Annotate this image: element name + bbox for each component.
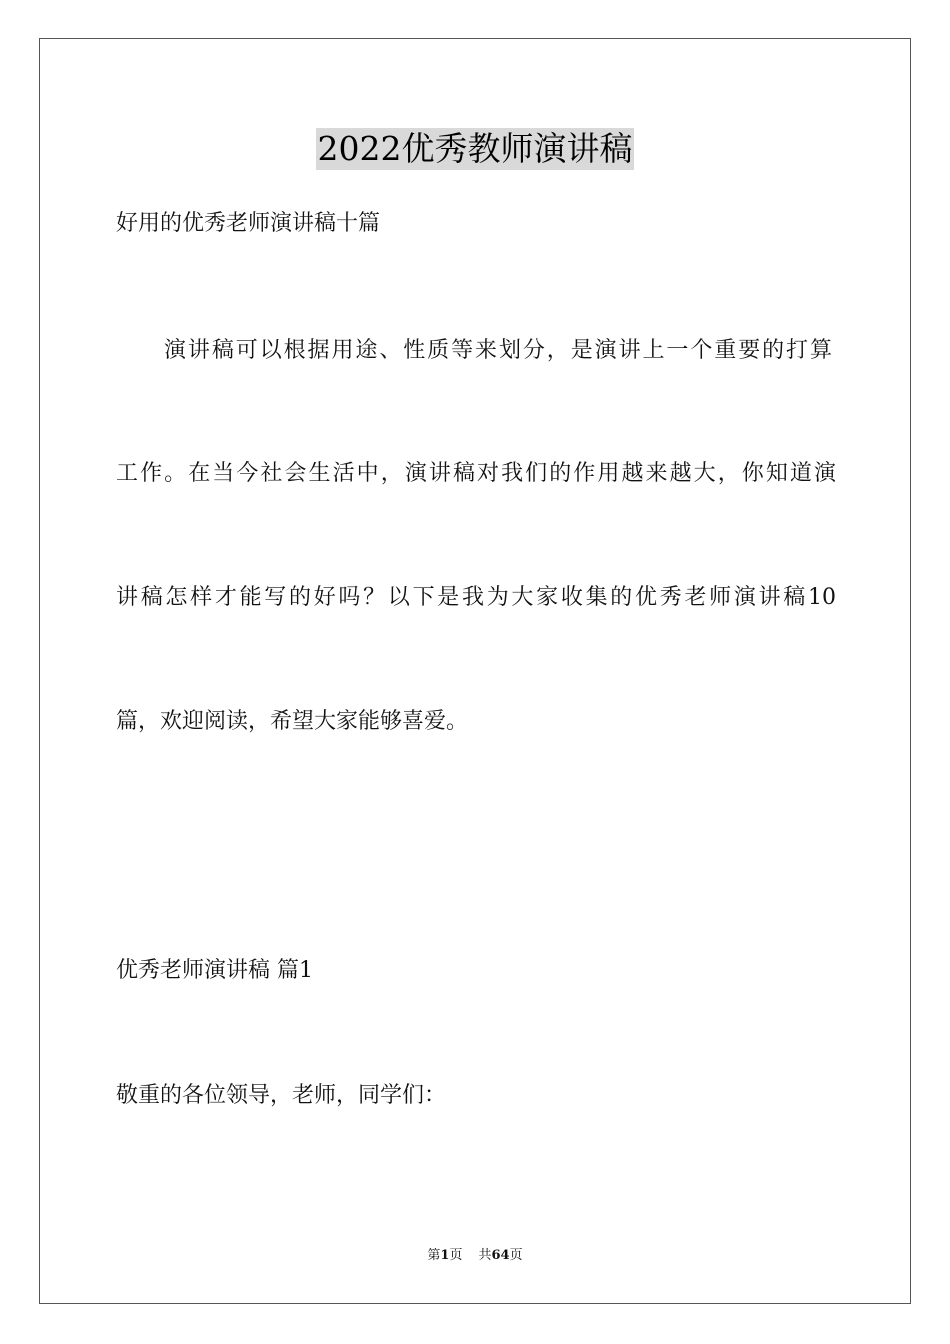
page-footer xyxy=(0,1247,950,1265)
document-title: 2022优秀教师演讲稿 xyxy=(317,129,633,168)
intro-line-4: 篇，欢迎阅读，希望大家能够喜爱。 xyxy=(116,709,469,734)
intro-line-1: 演讲稿可以根据用途、性质等来划分，是演讲上一个重要的打算 xyxy=(164,338,832,363)
footer-total-prefix: 共 xyxy=(478,1248,492,1263)
salutation: 敬重的各位领导，老师，同学们： xyxy=(116,1083,447,1108)
intro-line-3: 讲稿怎样才能写的好吗？以下是我为大家收集的优秀老师演讲稿10 xyxy=(116,585,836,610)
title-container xyxy=(0,128,950,170)
footer-total-pages: 64 xyxy=(491,1248,510,1263)
footer-total-suffix: 页 xyxy=(509,1248,523,1263)
footer-page-prefix: 第 xyxy=(427,1248,441,1263)
document-subtitle: 好用的优秀老师演讲稿十篇 xyxy=(116,211,381,236)
intro-line-2: 工作。在当今社会生活中，演讲稿对我们的作用越来越大，你知道演 xyxy=(116,461,836,486)
footer-page-number: 1 xyxy=(440,1248,450,1263)
footer-page-suffix: 页 xyxy=(449,1248,463,1263)
section-heading: 优秀老师演讲稿 篇1 xyxy=(116,958,313,983)
